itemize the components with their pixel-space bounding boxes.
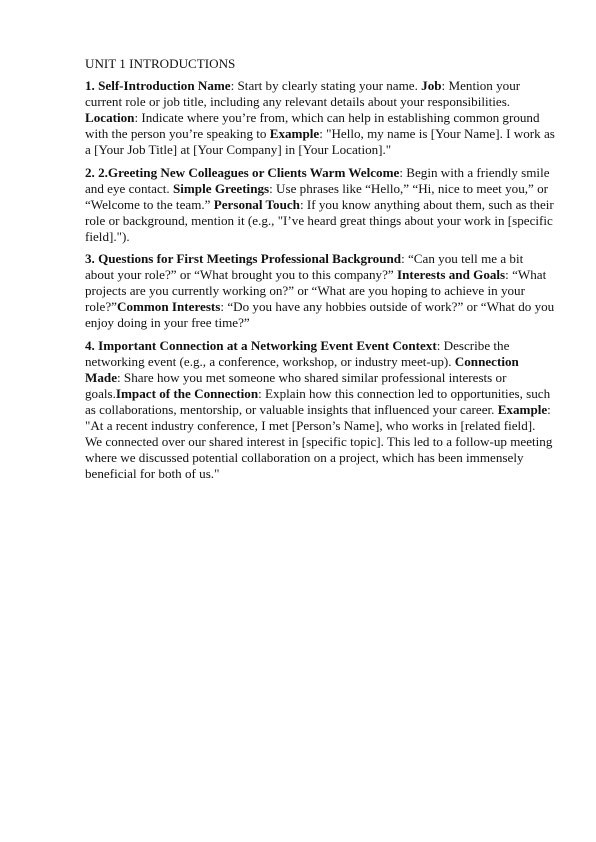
- bold-term: Personal Touch: [213, 196, 300, 212]
- bold-term: Example: [269, 126, 320, 142]
- paragraph-1: [85, 78, 555, 158]
- body-text: : Mention your current role or job title, including any relevant details about your responsibilities.: [85, 78, 521, 110]
- body-text: : “Can you tell me a bit about your role?” or “What brought you to this company?”: [85, 251, 524, 283]
- bold-term: 3. Questions for First Meetings Professional Background: [85, 251, 402, 267]
- body-text: : “What projects are you currently working on?” or “What are you hoping to achieve in your role?”: [85, 267, 547, 315]
- body-text: : If you know anything about them, such as their role or background, mention it (e.g., "I’ve heard great things about your work in [specific field].").: [85, 196, 554, 244]
- body-text: : “Do you have any hobbies outside of work?” or “What do you enjoy doing in your free time?”: [85, 299, 555, 331]
- paragraph-2: [85, 165, 555, 245]
- bold-term: Location: [85, 110, 135, 126]
- bold-term: Impact of the Connection: [115, 385, 259, 401]
- body-text: : Start by clearly stating your name.: [230, 78, 422, 94]
- document-title: UNIT 1 INTRODUCTIONS: [85, 56, 236, 71]
- paragraph-4: [85, 338, 555, 483]
- bold-term: 1. Self-Introduction Name: [85, 78, 231, 94]
- bold-term: Connection Made: [85, 353, 519, 385]
- document-body: [85, 78, 555, 482]
- body-text: : "At a recent industry conference, I met [Person’s Name], who works in [related field]. We connected over our shared interest in [specific topic]. This led to a follow-up meeting where we discussed potential collaboration on a project, which has been immensely beneficial for both of us.": [85, 401, 553, 482]
- body-text: : Describe the networking event (e.g., a conference, workshop, or industry meet-up).: [85, 337, 510, 369]
- paragraph-3: [85, 251, 555, 331]
- body-text: : "Hello, my name is [Your Name]. I work as a [Your Job Title] at [Your Company] in [Your Location].": [85, 126, 555, 158]
- bold-term: Example: [497, 401, 548, 417]
- body-text: : Begin with a friendly smile and eye contact.: [85, 164, 550, 196]
- document-page: [85, 56, 555, 488]
- body-text: : Share how you met someone who shared similar professional interests or goals.: [85, 369, 507, 401]
- body-text: : Explain how this connection led to opportunities, such as collaborations, mentorship, or valuable insights that influenced your career.: [85, 385, 551, 417]
- bold-term: Interests and Goals: [396, 267, 506, 283]
- bold-term: Simple Greetings: [172, 180, 270, 196]
- bold-term: Job: [421, 78, 442, 94]
- body-text: : Use phrases like “Hello,” “Hi, nice to meet you,” or “Welcome to the team.”: [85, 180, 549, 212]
- bold-term: 4. Important Connection at a Networking Event Event Context: [85, 337, 437, 353]
- bold-term: Common Interests: [116, 299, 221, 315]
- body-text: : Indicate where you’re from, which can help in establishing common ground with the person you’re speaking to: [85, 110, 540, 142]
- bold-term: 2. 2.Greeting New Colleagues or Clients Warm Welcome: [85, 164, 400, 180]
